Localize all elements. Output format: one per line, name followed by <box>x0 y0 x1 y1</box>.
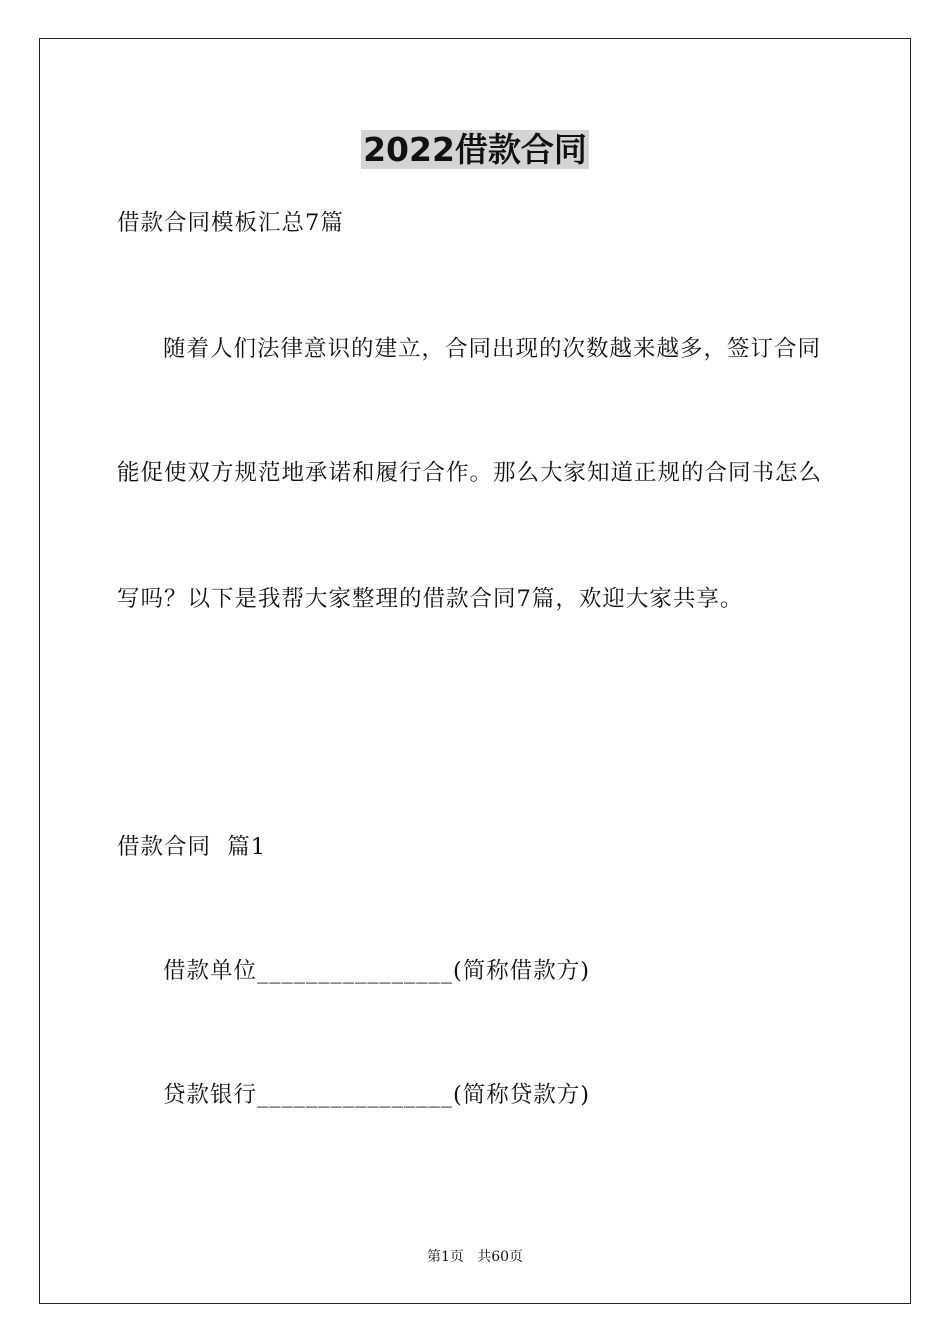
intro-line-1: 随着人们法律意识的建立，合同出现的次数越来越多，签订合同 <box>163 336 822 362</box>
document-subtitle: 借款合同模板汇总7篇 <box>117 210 344 236</box>
intro-line-2: 能促使双方规范地承诺和履行合作。那么大家知道正规的合同书怎么 <box>117 460 823 486</box>
intro-line-3: 写吗？以下是我帮大家整理的借款合同7篇，欢迎大家共享。 <box>117 586 744 612</box>
section-heading: 借款合同 篇1 <box>117 834 267 860</box>
borrower-field: 借款单位________________(简称借款方) <box>163 958 591 984</box>
document-title <box>0 128 950 172</box>
page-footer: 第1页 共60页 <box>426 1249 524 1265</box>
lender-field: 贷款银行________________(简称贷款方) <box>163 1082 591 1108</box>
document-title-text: 2022借款合同 <box>363 130 587 169</box>
